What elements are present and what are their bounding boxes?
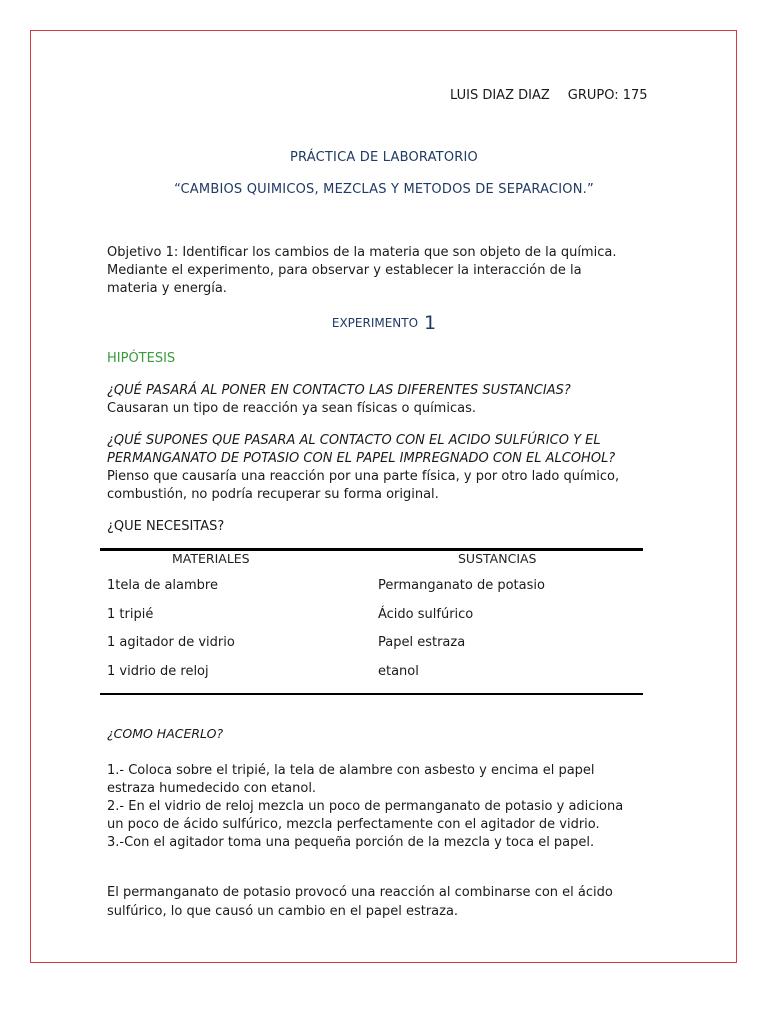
experiment-heading [0, 312, 768, 334]
document-title: PRÁCTICA DE LABORATORIO [290, 150, 478, 165]
table-cell-substance: Papel estraza [378, 635, 466, 650]
procedure-heading: ¿COMO HACERLO? [107, 726, 224, 741]
needs-heading: ¿QUE NECESITAS? [107, 519, 225, 534]
objective-line-3: materia y energía. [107, 281, 227, 296]
table-bottom-rule [100, 693, 643, 695]
hypothesis-question-1: ¿QUÉ PASARÁ AL PONER EN CONTACTO LAS DIFERENTES SUSTANCIAS? [107, 383, 571, 398]
header-line [450, 88, 648, 103]
experiment-number: 1 [424, 312, 437, 334]
conclusion-line-1: El permanganato de potasio provocó una reacción al combinarse con el ácido [107, 885, 613, 900]
hypothesis-question-2-line-2: PERMANGANATO DE POTASIO CON EL PAPEL IMPREGNADO CON EL ALCOHOL? [107, 451, 616, 466]
table-cell-material: 1 tripié [107, 607, 154, 622]
procedure-line-5: 3.-Con el agitador toma una pequeña porción de la mezcla y toca el papel. [107, 835, 595, 850]
conclusion-line-2: sulfúrico, lo que causó un cambio en el papel estraza. [107, 904, 459, 919]
experiment-label: EXPERIMENTO [331, 316, 419, 330]
table-cell-material: 1 vidrio de reloj [107, 664, 209, 679]
group-label: GRUPO: 175 [567, 88, 648, 103]
hypothesis-answer-2-line-2: combustión, no podría recuperar su forma original. [107, 487, 439, 502]
procedure-line-3: 2.- En el vidrio de reloj mezcla un poco de permanganato de potasio y adiciona [107, 799, 624, 814]
hypothesis-heading: HIPÓTESIS [107, 351, 176, 366]
author-name: LUIS DIAZ DIAZ [450, 88, 550, 103]
table-cell-substance: Permanganato de potasio [378, 578, 545, 593]
table-cell-substance: etanol [378, 664, 419, 679]
table-cell-substance: Ácido sulfúrico [378, 607, 474, 622]
procedure-line-1: 1.- Coloca sobre el tripié, la tela de alambre con asbesto y encima el papel [107, 763, 595, 778]
objective-line-2: Mediante el experimento, para observar y establecer la interacción de la [107, 263, 582, 278]
hypothesis-question-2-line-1: ¿QUÉ SUPONES QUE PASARA AL CONTACTO CON EL ACIDO SULFÚRICO Y EL [107, 433, 601, 448]
hypothesis-answer-2-line-1: Pienso que causaría una reacción por una parte física, y por otro lado químico, [107, 469, 620, 484]
document-subtitle: “CAMBIOS QUIMICOS, MEZCLAS Y METODOS DE SEPARACION.” [174, 182, 594, 197]
table-cell-material: 1 agitador de vidrio [107, 635, 235, 650]
procedure-line-4: un poco de ácido sulfúrico, mezcla perfectamente con el agitador de vidrio. [107, 817, 600, 832]
objective-line-1: Objetivo 1: Identificar los cambios de la materia que son objeto de la química. [107, 245, 617, 260]
column-header-materials: MATERIALES [172, 551, 250, 566]
table-cell-material: 1tela de alambre [107, 578, 218, 593]
hypothesis-answer-1: Causaran un tipo de reacción ya sean físicas o químicas. [107, 401, 476, 416]
procedure-line-2: estraza humedecido con etanol. [107, 781, 317, 796]
column-header-substances: SUSTANCIAS [458, 551, 537, 566]
